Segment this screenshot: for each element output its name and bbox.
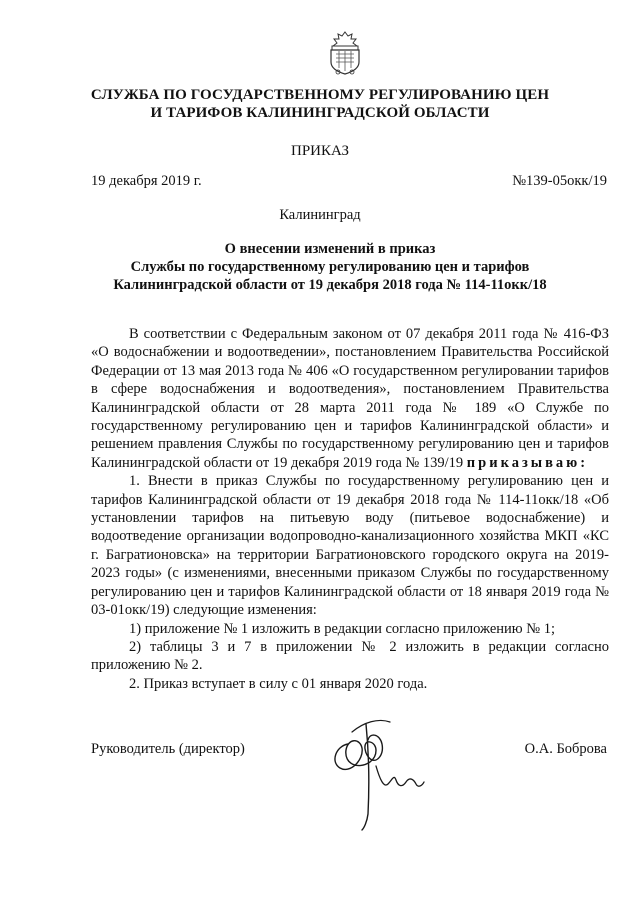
document-type: ПРИКАЗ xyxy=(291,143,349,159)
signer-name: О.А. Боброва xyxy=(524,741,607,757)
handwritten-signature xyxy=(318,704,428,832)
subitem-2: 2) таблицы 3 и 7 в приложении № 2 изложить в редакции согласно приложению № 2. xyxy=(91,638,609,674)
title-line2: Службы по государственному регулированию цен и тарифов xyxy=(130,259,530,275)
document-number: №139-05окк/19 xyxy=(512,173,607,189)
signer-role: Руководитель (директор) xyxy=(91,741,245,757)
organization-name-line1: СЛУЖБА ПО ГОСУДАРСТВЕННОМУ РЕГУЛИРОВАНИЮ ЦЕН xyxy=(90,87,550,103)
organization-name-line2: И ТАРИФОВ КАЛИНИНГРАДСКОЙ ОБЛАСТИ xyxy=(150,105,490,121)
item-1: 1. Внести в приказ Службы по государственному регулированию цен и тарифов Калининградской области от 19 декабря 2018 года № 114-11окк/18 «Об установлении тарифов на питьевую воду (питьевое водоснабжение) и водоотведение организации водопроводно-канализационного хозяйства МКП «КС г. Багратионовска» на территории Багратионовского городского округа на 2019-2023 годы» (с изменениями, внесенными приказом Службы по государственному регулированию цен и тарифов Калининградской области от 18 января 2019 года № 03-01окк/19) следующие изменения: xyxy=(91,473,609,619)
document-date: 19 декабря 2019 г. xyxy=(91,173,202,189)
preamble-text: В соответствии с Федеральным законом от 07 декабря 2011 года № 416-ФЗ «О водоснабжении и водоотведении», постановлением Правительства Российской Федерации от 13 мая 2013 года № 406 «О государственном регулировании тарифов в сфере водоснабжения и водоотведения», постановлением Правительства Калининградской области от 28 марта 2011 года № 189 «О Службе по государственному регулированию цен и тарифов Калининградской области» и решением правления Службы по государственному регулированию цен и тарифов Калининградской области от 19 декабря 2019 года № 139/19 xyxy=(91,326,609,471)
title-line3: Калининградской области от 19 декабря 2018 года № 114-11окк/18 xyxy=(113,277,547,293)
item-2: 2. Приказ вступает в силу с 01 января 2020 года. xyxy=(129,675,428,692)
order-word: приказываю: xyxy=(466,454,589,471)
subitem-1: 1) приложение № 1 изложить в редакции согласно приложению № 1; xyxy=(129,620,555,637)
coat-of-arms-icon xyxy=(324,30,366,76)
preamble-paragraph xyxy=(91,325,609,472)
document-city: Калининград xyxy=(279,207,361,223)
title-line1: О внесении изменений в приказ xyxy=(224,241,436,257)
document-body xyxy=(91,325,609,693)
document-title xyxy=(60,240,600,294)
